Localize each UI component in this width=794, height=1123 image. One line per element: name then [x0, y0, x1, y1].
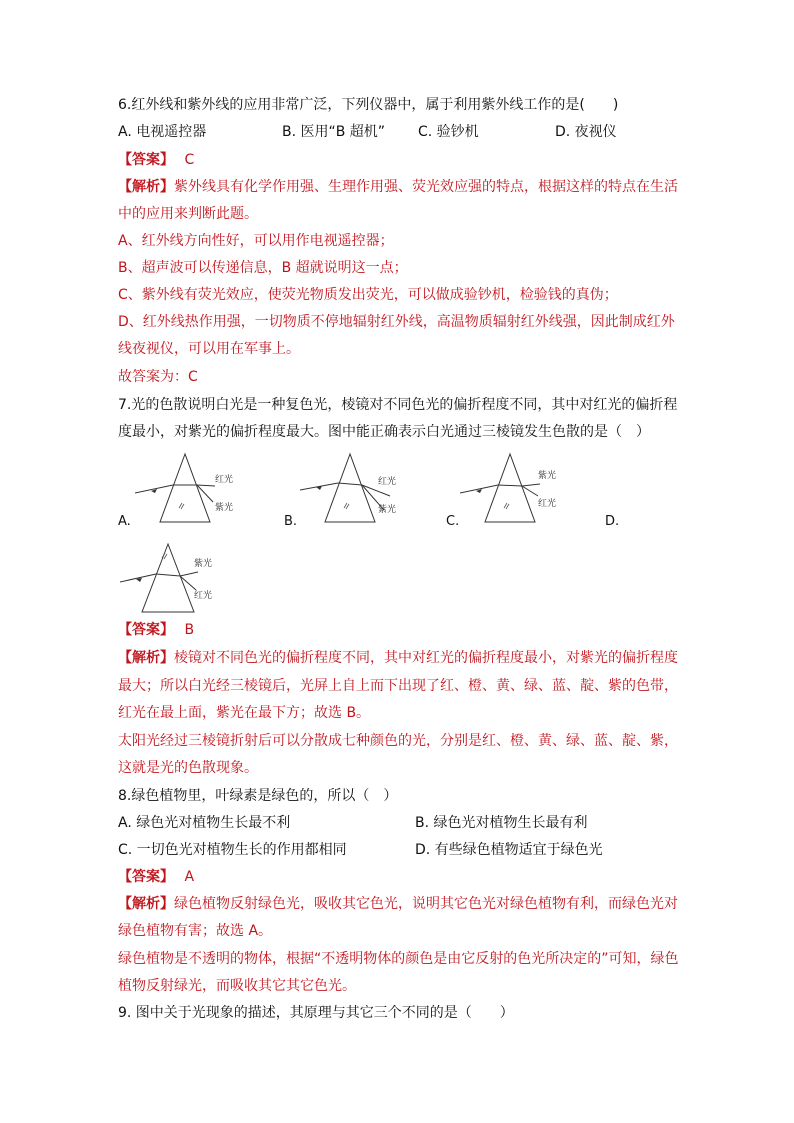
answer-value: C [184, 152, 195, 168]
answer-value: B [184, 622, 195, 638]
q6-option-a: A. 电视遥控器 [118, 124, 207, 140]
q6-analysis-line-5: C、紫外线有荧光效应，使荧光物质发出荧光，可以做成验钞机，检验钱的真伪； [118, 287, 618, 303]
q8-option-d: D. 有些绿色植物适宜于绿色光 [415, 842, 603, 858]
figure-b-label: B. [284, 514, 298, 529]
analysis-label: 【解析】 [118, 650, 174, 666]
ray-label-top: 红光 [215, 475, 234, 485]
answer-value: A [184, 869, 195, 885]
q7-analysis-line-1 [118, 648, 678, 668]
analysis-label: 【解析】 [118, 179, 174, 195]
q7-extra-line-1: 太阳光经过三棱镜折射后可以分散成七种颜色的光，分别是红、橙、黄、绿、蓝、靛、紫， [118, 733, 678, 749]
q6-analysis-line-4: B、超声波可以传递信息，B 超就说明这一点； [118, 260, 408, 276]
analysis-label: 【解析】 [118, 896, 174, 912]
figure-d-label: D. [605, 514, 620, 529]
q6-option-b: B. 医用“B 超机” [282, 124, 386, 140]
q8-option-c: C. 一切色光对植物生长的作用都相同 [118, 842, 347, 858]
q6-option-c: C. 验钞机 [418, 124, 479, 140]
q7-stem-line-2: 度最小，对紫光的偏折程度最大。图中能正确表示白光通过三棱镜发生色散的是（ ） [118, 424, 650, 440]
analysis-text: 棱镜对不同色光的偏折程度不同，其中对红光的偏折程度最小，对紫光的偏折程度 [174, 650, 678, 666]
q6-analysis-line-3: A、红外线方向性好，可以用作电视遥控器； [118, 233, 394, 249]
q7-analysis-line-3: 红光在最上面，紫光在最下方；故选 B。 [118, 705, 371, 721]
ray-label-top: 紫光 [194, 559, 213, 569]
q8-option-b: B. 绿色光对植物生长最有利 [415, 815, 588, 831]
q6-analysis-line-7: 线夜视仪，可以用在军事上。 [118, 341, 300, 357]
q7-stem-line-1: 7.光的色散说明白光是一种复色光，棱镜对不同色光的偏折程度不同，其中对红光的偏折程 [118, 397, 678, 413]
ray-label-top: 紫光 [538, 471, 557, 481]
prism-figure-c [460, 448, 570, 528]
answer-label: 【答案】 [118, 152, 174, 168]
ray-label-bottom: 红光 [194, 591, 213, 601]
q6-analysis-line-2: 中的应用来判断此题。 [118, 206, 258, 222]
q6-answer [118, 150, 678, 170]
figure-a-label: A. [118, 514, 131, 529]
q6-stem: 6.红外线和紫外线的应用非常广泛，下列仪器中，属于利用紫外线工作的是( ) [118, 97, 619, 113]
analysis-text: 紫外线具有化学作用强、生理作用强、荧光效应强的特点，根据这样的特点在生活 [174, 179, 678, 195]
prism-figure-b [300, 448, 410, 528]
answer-label: 【答案】 [118, 869, 174, 885]
q6-option-d: D. 夜视仪 [555, 124, 617, 140]
q6-analysis-line-6: D、红外线热作用强，一切物质不停地辐射红外线，高温物质辐射红外线强，因此制成红外 [118, 314, 675, 330]
q6-analysis-line-1 [118, 177, 678, 197]
q8-extra-line-1: 绿色植物是不透明的物体，根据“不透明物体的颜色是由它反射的色光所决定的”可知，绿色 [118, 951, 679, 967]
q8-extra-line-2: 植物反射绿光，而吸收其它其它色光。 [118, 978, 356, 994]
q9-stem: 9. 图中关于光现象的描述，其原理与其它三个不同的是（ ） [118, 1005, 514, 1021]
ray-label-bottom: 紫光 [215, 503, 234, 513]
analysis-text: 绿色植物反射绿色光，吸收其它色光，说明其它色光对绿色植物有利，而绿色光对 [174, 896, 678, 912]
q8-stem: 8.绿色植物里，叶绿素是绿色的，所以（ ） [118, 788, 398, 804]
q8-option-a: A. 绿色光对植物生长最不利 [118, 815, 291, 831]
q8-analysis-line-1 [118, 894, 678, 914]
prism-figure-d [120, 540, 230, 620]
q7-extra-line-2: 这就是光的色散现象。 [118, 760, 258, 776]
ray-label-top: 红光 [378, 477, 397, 487]
prism-figure-a [135, 448, 245, 528]
q7-answer [118, 620, 678, 640]
figure-c-label: C. [446, 514, 460, 529]
q6-conclusion: 故答案为：C [118, 369, 198, 385]
q8-analysis-line-2: 绿色植物有害；故选 A。 [118, 923, 273, 939]
ray-label-bottom: 红光 [538, 499, 557, 509]
ray-label-bottom: 紫光 [378, 505, 397, 515]
q7-analysis-line-2: 最大；所以白光经三棱镜后，光屏上自上而下出现了红、橙、黄、绿、蓝、靛、紫的色带， [118, 678, 678, 694]
q8-answer [118, 867, 678, 887]
answer-label: 【答案】 [118, 622, 174, 638]
